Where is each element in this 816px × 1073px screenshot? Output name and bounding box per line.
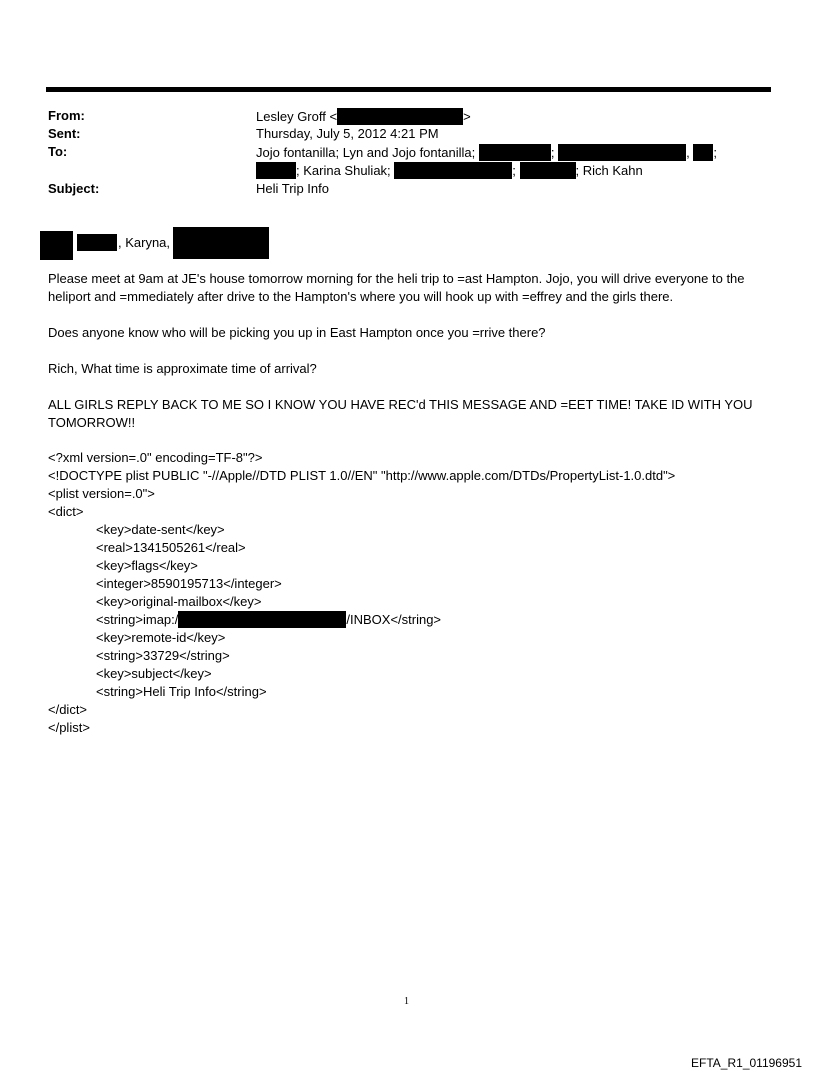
redaction-box: [479, 144, 551, 161]
to-recipients: Jojo fontanilla; Lyn and Jojo fontanilla;: [256, 145, 476, 160]
document-id: EFTA_R1_01196951: [691, 1056, 802, 1070]
body-paragraph: Please meet at 9am at JE's house tomorrow morning for the heli trip to =ast Hampton. Jojo, you will drive everyone to the heliport and =mmediately after drive to the Hampton's where you will hook up with =effrey and the girls there.: [48, 271, 745, 304]
xml-line: <key>remote-id</key>: [96, 630, 226, 645]
redaction-box: [558, 144, 686, 161]
to-separator: ;: [713, 145, 717, 160]
xml-imap-prefix: <string>imap:/: [96, 612, 179, 627]
redaction-box: [77, 234, 117, 251]
xml-line: <plist version=.0">: [48, 486, 155, 501]
to-separator: ;: [512, 163, 516, 178]
to-value-line1: [256, 144, 717, 161]
to-value-line2: [256, 162, 643, 179]
xml-line: </plist>: [48, 720, 90, 735]
subject-value: Heli Trip Info: [256, 181, 329, 196]
header-rule: [46, 87, 771, 92]
xml-line: <!DOCTYPE plist PUBLIC "-//Apple//DTD PLIST 1.0//EN" "http://www.apple.com/DTDs/PropertyList-1.0.dtd">: [48, 468, 676, 483]
redaction-box: [520, 162, 576, 179]
greeting: , Karyna,: [118, 235, 171, 250]
xml-line: <string>Heli Trip Info</string>: [96, 684, 267, 699]
redaction-box: [40, 231, 73, 260]
to-recipients-3: ; Rich Kahn: [575, 163, 643, 178]
xml-line: <key>date-sent</key>: [96, 522, 225, 537]
redaction-box: [394, 162, 512, 179]
xml-line: [96, 611, 441, 629]
from-value-end: >: [463, 109, 471, 124]
xml-line: <integer>8590195713</integer>: [96, 576, 282, 591]
redaction-box: [173, 227, 269, 259]
from-label: From:: [48, 108, 85, 123]
xml-line: <key>original-mailbox</key>: [96, 594, 262, 609]
xml-imap-suffix: /INBOX</string>: [346, 612, 442, 627]
xml-line: <real>1341505261</real>: [96, 540, 246, 555]
to-separator: ;: [550, 145, 555, 160]
to-label: To:: [48, 144, 68, 159]
sent-value: Thursday, July 5, 2012 4:21 PM: [256, 126, 439, 141]
xml-line: </dict>: [48, 702, 88, 717]
from-value: [256, 108, 471, 125]
redaction-box: [256, 162, 296, 179]
to-recipients-2: ; Karina Shuliak;: [296, 163, 391, 178]
page-number: 1: [404, 996, 409, 1007]
redaction-box: [337, 108, 463, 125]
xml-line: <key>flags</key>: [96, 558, 198, 573]
to-comma: ,: [686, 145, 690, 160]
xml-line: <key>subject</key>: [96, 666, 212, 681]
redaction-box: [178, 611, 346, 628]
body-paragraph: Does anyone know who will be picking you up in East Hampton once you =rrive there?: [48, 325, 546, 340]
xml-line: <string>33729</string>: [96, 648, 230, 663]
xml-line: <dict>: [48, 504, 84, 519]
sent-label: Sent:: [48, 126, 81, 141]
redaction-box: [693, 144, 713, 161]
from-name: Lesley Groff <: [256, 109, 338, 124]
body-paragraph: Rich, What time is approximate time of arrival?: [48, 361, 317, 376]
subject-label: Subject:: [48, 181, 100, 196]
body-paragraph: ALL GIRLS REPLY BACK TO ME SO I KNOW YOU HAVE REC'd THIS MESSAGE AND =EET TIME! TAKE ID WITH YOU TOMORROW!!: [48, 397, 753, 430]
xml-line: <?xml version=.0" encoding=TF-8"?>: [48, 450, 263, 465]
